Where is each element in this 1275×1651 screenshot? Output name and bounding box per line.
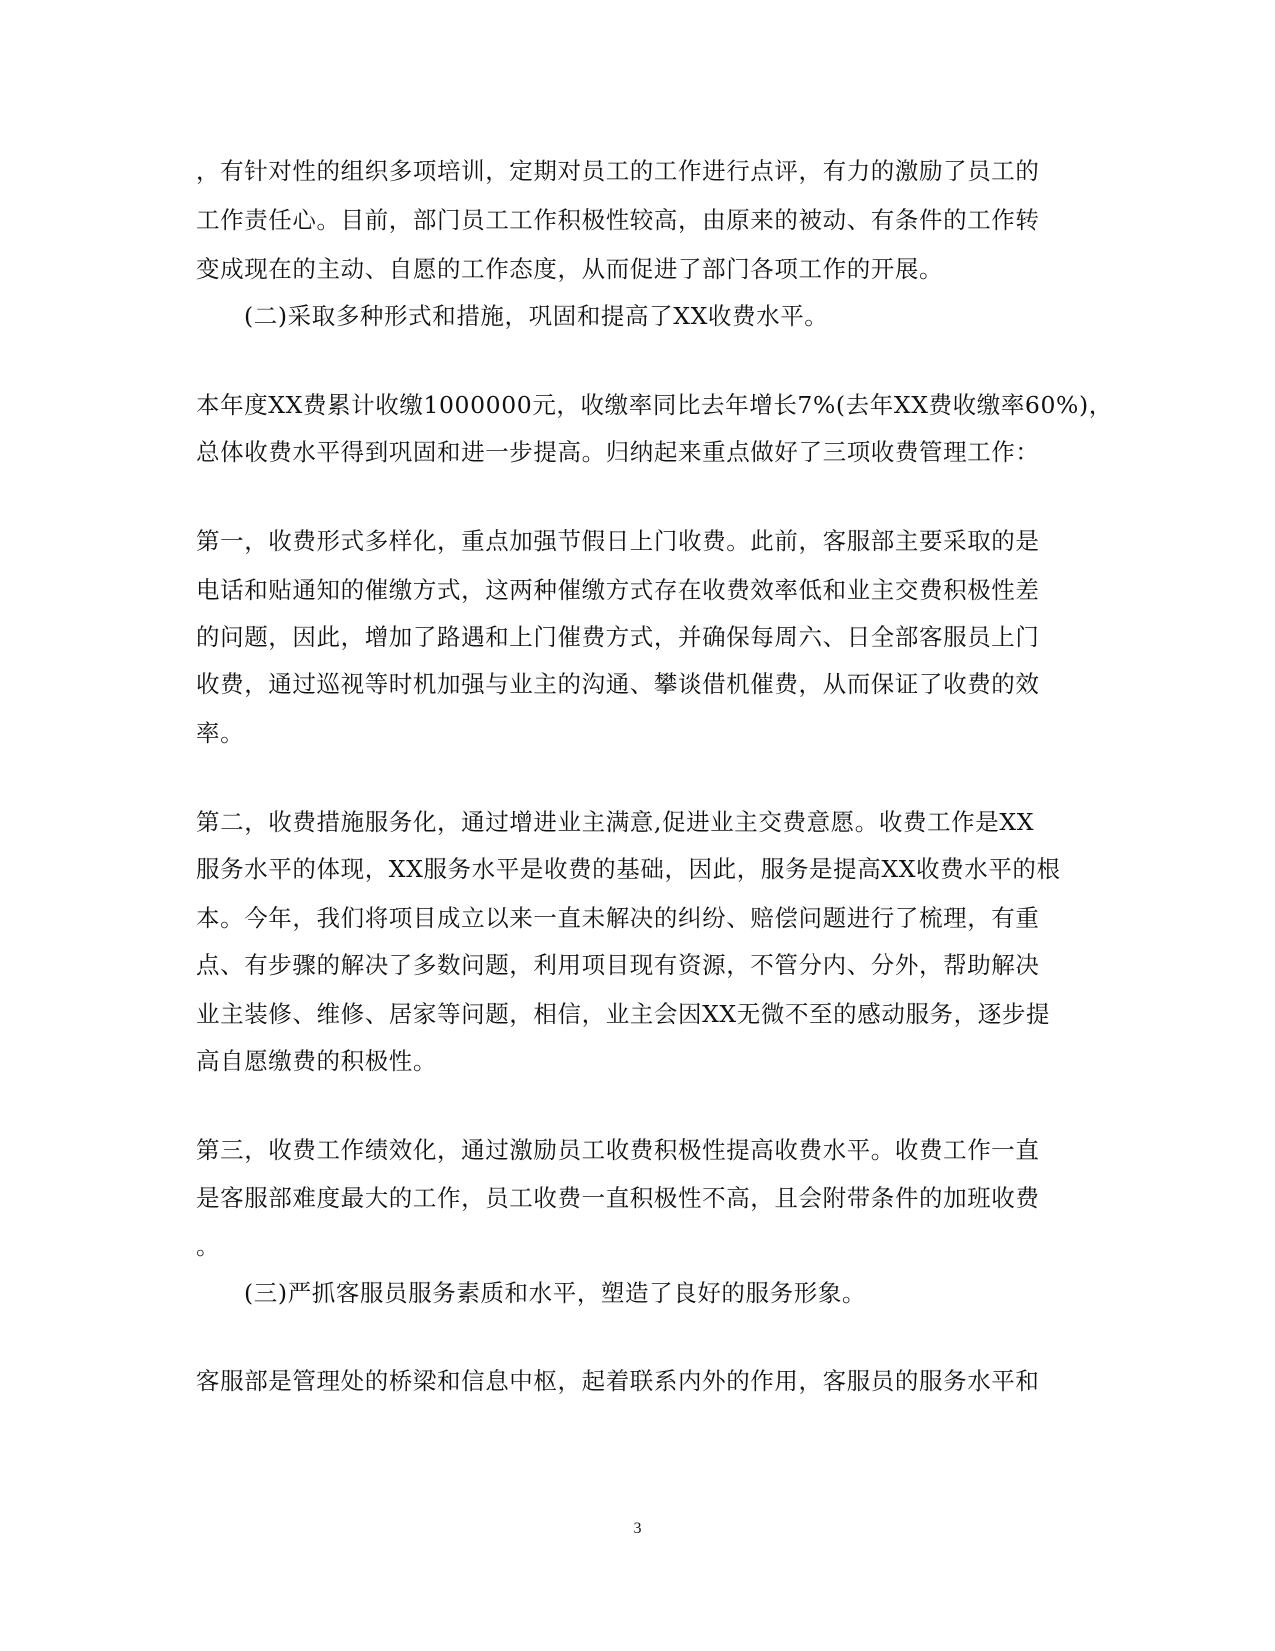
paragraph-4-line-1: 第二，收费措施服务化，通过增进业主满意,促进业主交费意愿。收费工作是XX [196, 808, 1035, 836]
paragraph-3-line-1: 第一，收费形式多样化，重点加强节假日上门收费。此前，客服部主要采取的是 [196, 527, 1040, 555]
page-number: 3 [633, 1520, 642, 1537]
paragraph-5-line-1: 第三，收费工作绩效化，通过激励员工收费积极性提高收费水平。收费工作一直 [196, 1136, 1040, 1164]
paragraph-1-line-3: 变成现在的主动、自愿的工作态度，从而促进了部门各项工作的开展。 [196, 255, 944, 283]
paragraph-4-line-6: 高自愿缴费的积极性。 [196, 1047, 437, 1075]
paragraph-3-line-2: 电话和贴通知的催缴方式，这两种催缴方式存在收费效率低和业主交费积极性差 [196, 576, 1040, 604]
paragraph-6-line-1: 客服部是管理处的桥梁和信息中枢，起着联系内外的作用，客服员的服务水平和 [196, 1367, 1040, 1395]
paragraph-1-line-1: ，有针对性的组织多项培训，定期对员工的工作进行点评，有力的激励了员工的 [196, 157, 1040, 185]
paragraph-3-line-5: 率。 [196, 719, 245, 747]
paragraph-5-line-2: 是客服部难度最大的工作，员工收费一直积极性不高，且会附带条件的加班收费 [196, 1184, 1040, 1212]
paragraph-3-line-4: 收费，通过巡视等时机加强与业主的沟通、攀谈借机催费，从而保证了收费的效 [196, 670, 1040, 698]
paragraph-5-line-3: 。 [196, 1232, 221, 1260]
paragraph-4-line-2: 服务水平的体现，XX服务水平是收费的基础，因此，服务是提高XX收费水平的根 [196, 855, 1061, 883]
paragraph-1-line-2: 工作责任心。目前，部门员工工作积极性较高，由原来的被动、有条件的工作转 [196, 206, 1040, 234]
paragraph-4-line-4: 点、有步骤的解决了多数问题，利用项目现有资源，不管分内、分外，帮助解决 [196, 951, 1040, 979]
paragraph-3-line-3: 的问题，因此，增加了路遇和上门催费方式，并确保每周六、日全部客服员上门 [196, 623, 1040, 651]
paragraph-4-line-3: 本。今年，我们将项目成立以来一直未解决的纠纷、赔偿问题进行了梳理，有重 [196, 904, 1040, 932]
paragraph-2-line-2: 总体收费水平得到巩固和进一步提高。归纳起来重点做好了三项收费管理工作： [196, 438, 1040, 466]
section-heading-3: (三)严抓客服员服务素质和水平，塑造了良好的服务形象。 [244, 1279, 867, 1307]
section-heading-2: (二)采取多种形式和措施，巩固和提高了XX收费水平。 [244, 302, 829, 330]
paragraph-4-line-5: 业主装修、维修、居家等问题，相信，业主会因XX无微不至的感动服务，逐步提 [196, 1000, 1051, 1028]
paragraph-2-line-1: 本年度XX费累计收缴1000000元，收缴率同比去年增长7%(去年XX费收缴率60%)， [196, 391, 1113, 419]
